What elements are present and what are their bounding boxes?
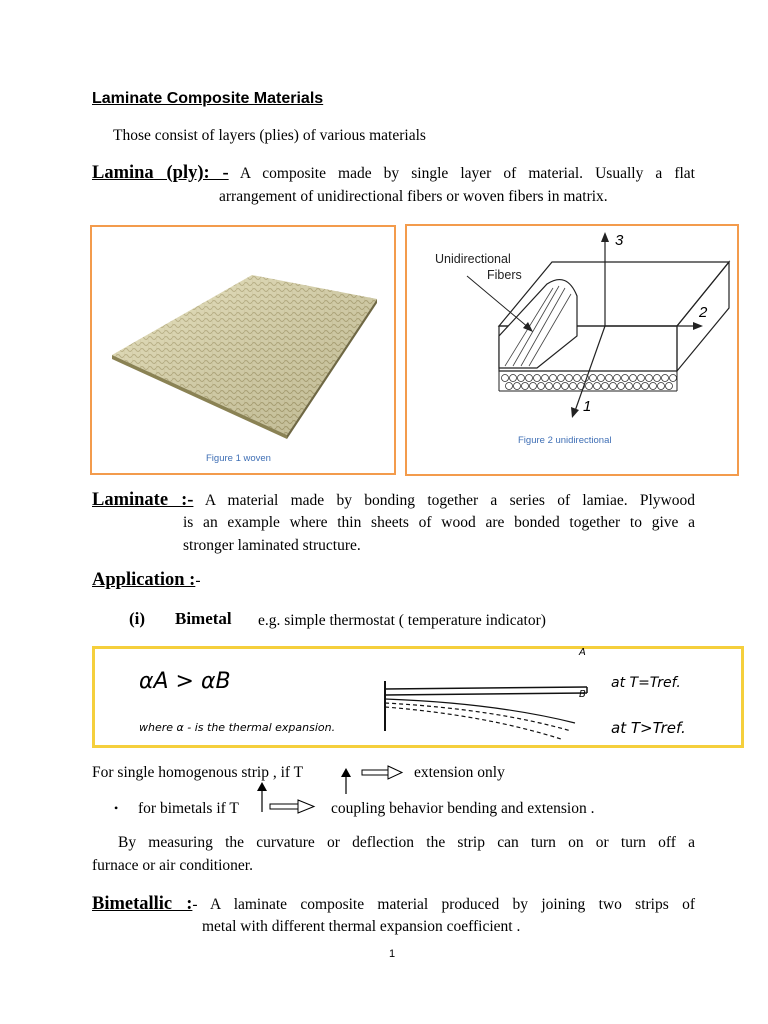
application-item-number: (i) — [129, 609, 146, 628]
single-strip-after: extension only — [414, 764, 505, 781]
fibers-label-2: Fibers — [487, 268, 522, 282]
application-dash: - — [195, 572, 201, 589]
axis-3-label: 3 — [615, 232, 624, 249]
laminate-line3: stronger laminated structure. — [183, 537, 361, 554]
axis-2-label: 2 — [699, 304, 708, 321]
laminate-term: Laminate :- — [92, 490, 194, 510]
single-strip-before: For single homogenous strip , if T — [92, 764, 304, 781]
bimetallic-line2: metal with different thermal expansion coefficient . — [202, 918, 521, 935]
laminate-line2: is an example where thin sheets of wood are bonded together to give a — [183, 514, 695, 531]
bimetal-sketch — [92, 646, 744, 748]
bimetals-arrows — [256, 778, 328, 816]
lamina-line2: arrangement of unidirectional fibers or woven fibers in matrix. — [219, 188, 608, 205]
lamina-line1: A composite made by single layer of material. Usually a flat — [239, 165, 695, 182]
laminate-line1: A material made by bonding together a series of lamiae. Plywood — [204, 492, 695, 509]
application-item-desc: e.g. simple thermostat ( temperature indicator) — [258, 612, 546, 629]
application-item-name: Bimetal — [175, 609, 232, 628]
figure-2-unidirectional — [405, 224, 739, 476]
page-number: 1 — [389, 948, 396, 960]
figure-1-woven — [90, 225, 396, 475]
alpha-note: where α - is the thermal expansion. — [139, 721, 336, 734]
bimetallic-line1: - A laminate composite material produced by joining two strips of — [192, 896, 695, 913]
laminate-definition — [92, 489, 695, 512]
intro-text: Those consist of layers (plies) of various materials — [113, 127, 426, 144]
measuring-line1: By measuring the curvature or deflection the strip can turn on or turn off a — [118, 834, 695, 851]
lamina-definition — [92, 162, 695, 185]
bimetals-before: for bimetals if T — [138, 800, 239, 817]
fibers-label-1: Unidirectional — [435, 252, 511, 266]
bullet-dot: • — [114, 801, 119, 815]
label-a: A — [579, 647, 586, 658]
application-term: Application : — [92, 570, 196, 590]
figure-2-caption: Figure 2 unidirectional — [518, 435, 612, 446]
figure-1-caption: Figure 1 woven — [206, 453, 271, 464]
alpha-relation: αA > αB — [139, 669, 231, 694]
bimetallic-definition — [92, 893, 695, 916]
woven-fabric-image — [92, 227, 394, 473]
condition-ref: at T=Tref. — [611, 675, 681, 691]
bimetals-after: coupling behavior bending and extension . — [331, 800, 595, 817]
lamina-term: Lamina (ply): - — [92, 163, 229, 183]
axis-1-label: 1 — [583, 398, 592, 415]
measuring-line2: furnace or air conditioner. — [92, 857, 253, 874]
bimetallic-term: Bimetallic : — [92, 894, 193, 914]
application-heading — [92, 570, 200, 591]
label-b: B — [579, 689, 586, 700]
page-title: Laminate Composite Materials — [92, 90, 324, 107]
single-strip-arrows — [340, 764, 412, 796]
condition-heated: at T>Tref. — [611, 719, 686, 737]
